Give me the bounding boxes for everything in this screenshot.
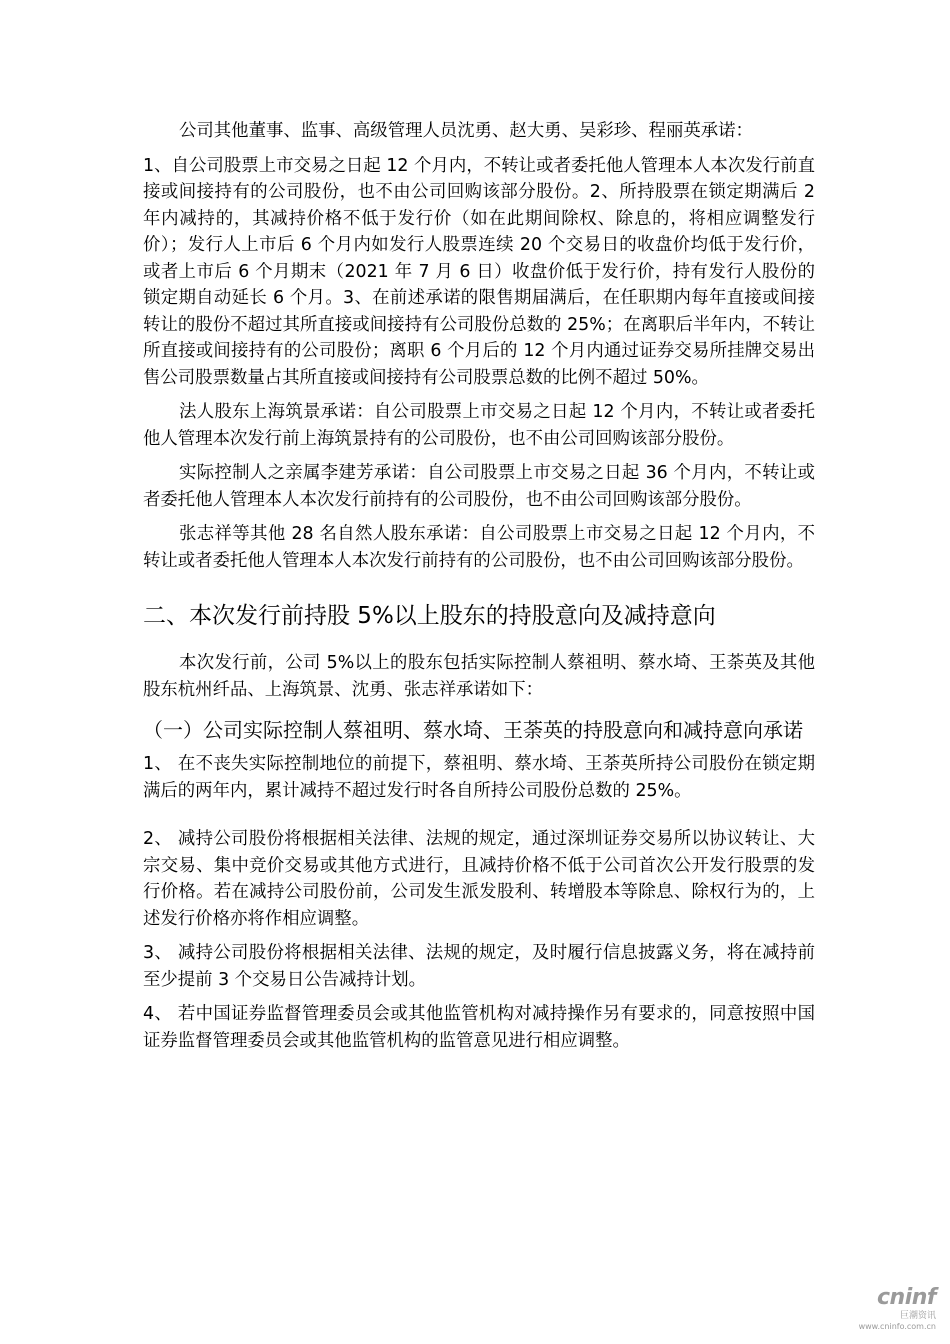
section-heading: 二、本次发行前持股 5%以上股东的持股意向及减持意向 (143, 603, 716, 629)
subsection-heading: （一）公司实际控制人蔡祖明、蔡水埼、王荼英的持股意向和减持意向承诺 (143, 718, 803, 742)
list-item-2: 2、 减持公司股份将根据相关法律、法规的规定，通过深圳证券交易所以协议转让、大宗交易、集中竞价交易或其他方式进行，且减持价格不低于公司首次公开发行股票的发行价格。若在减持公司股份前，公司发生派发股利、转增股本等除息、除权行为的，上述发行价格亦将作相应调整。 (143, 829, 815, 929)
logo-chinese-name: 巨潮资讯 (899, 1311, 936, 1321)
logo-mark: cninf (877, 1285, 936, 1310)
paragraph-lockup-terms: 1、自公司股票上市交易之日起 12 个月内，不转让或者委托他人管理本人本次发行前直接或间接持有的公司股份，也不由公司回购该部分股份。2、所持股票在锁定期满后 2 年内减持的，其减持价格不低于发行价（如在此期间除权、除息的，将相应调整发行价）；发行人上市后 6 个月内如发行人股票连续 20 个交易日的收盘价均低于发行价，或者上市后 6 个月期末（2021 年 7 月 6 日）收盘价低于发行价，持有发行人股份的锁定期自动延长 6 个月。3、在前述承诺的限售期届满后，在任职期内每年直接或间接转让的股份不超过其所直接或间接持有公司股份总数的 25%；在离职后半年内，不转让所直接或间接持有的公司股份；离职 6 个月后的 12 个月内通过证券交易所挂牌交易出售公司股票数量占其所直接或间接持有公司股票总数的比例不超过 50%。 (143, 155, 815, 388)
list-item-3: 3、 减持公司股份将根据相关法律、法规的规定，及时履行信息披露义务，将在减持前至少提前 3 个交易日公告减持计划。 (143, 943, 815, 990)
paragraph-major-shareholders: 本次发行前，公司 5%以上的股东包括实际控制人蔡祖明、蔡水埼、王荼英及其他股东杭州纤品、上海筑景、沈勇、张志祥承诺如下： (143, 653, 815, 700)
list-item-1: 1、 在不丧失实际控制地位的前提下，蔡祖明、蔡水埼、王荼英所持公司股份在锁定期满后的两年内，累计减持不超过发行时各自所持公司股份总数的 25%。 (143, 754, 815, 801)
list-item-4: 4、 若中国证券监督管理委员会或其他监管机构对减持操作另有要求的，同意按照中国证券监督管理委员会或其他监管机构的监管意见进行相应调整。 (143, 1004, 815, 1051)
document-body (143, 118, 815, 1062)
logo-url: www.cninfo.com.cn (858, 1322, 936, 1331)
cninfo-logo (846, 1286, 936, 1332)
paragraph-corporate-shareholder-commitment: 法人股东上海筑景承诺：自公司股票上市交易之日起 12 个月内，不转让或者委托他人管理本次发行前上海筑景持有的公司股份，也不由公司回购该部分股份。 (143, 402, 815, 449)
paragraph-other-directors-commitment: 公司其他董事、监事、高级管理人员沈勇、赵大勇、吴彩珍、程丽英承诺： (179, 121, 753, 141)
paragraph-natural-person-shareholders: 张志祥等其他 28 名自然人股东承诺：自公司股票上市交易之日起 12 个月内，不转让或者委托他人管理本人本次发行前持有的公司股份，也不由公司回购该部分股份。 (143, 524, 815, 571)
paragraph-relative-commitment: 实际控制人之亲属李建芳承诺：自公司股票上市交易之日起 36 个月内，不转让或者委托他人管理本人本次发行前持有的公司股份，也不由公司回购该部分股份。 (143, 463, 815, 510)
